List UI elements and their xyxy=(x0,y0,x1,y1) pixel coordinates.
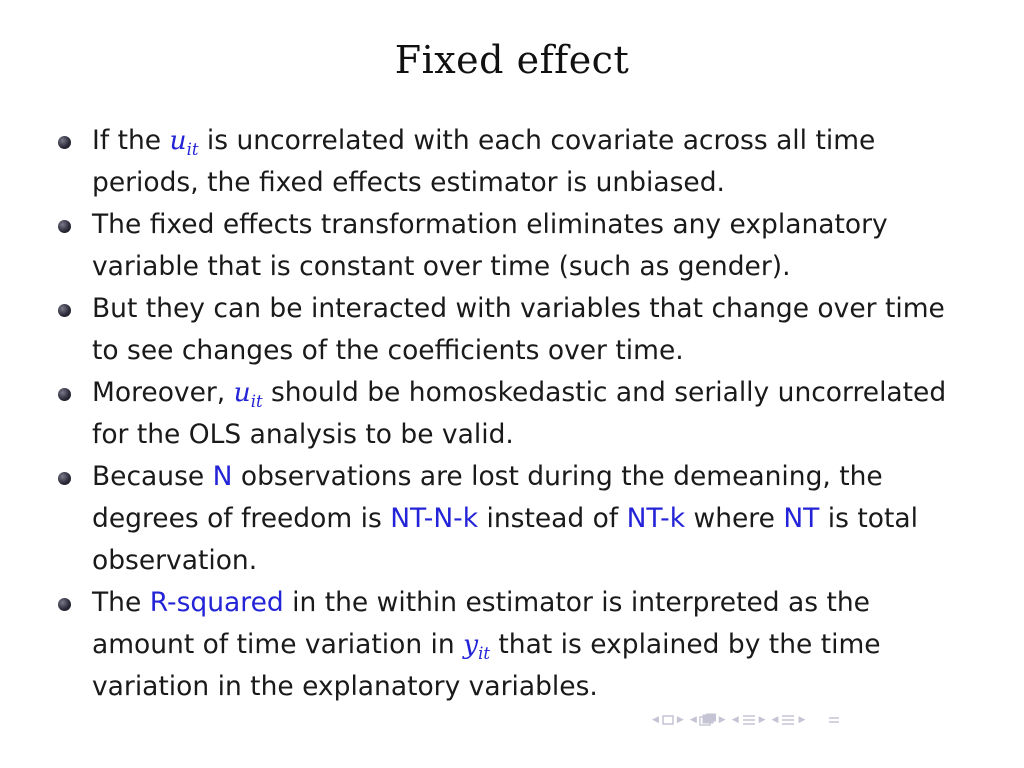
slide-next-icon[interactable]: ▶ xyxy=(718,714,726,725)
bullet-text: is uncorrelated with each covariate across all time periods, the fixed effects estimator is unbiased. xyxy=(92,125,876,198)
bullet-text: in the within estimator is interpreted as the amount of time variation in xyxy=(92,587,870,660)
frame-nav-group[interactable] xyxy=(652,714,684,726)
bullet-text: Moreover, xyxy=(92,377,234,408)
bullet-item-6 xyxy=(58,582,958,708)
highlight-r-squared: R-squared xyxy=(149,587,284,618)
bullet-text: instead of xyxy=(478,503,627,534)
subsection-icon[interactable] xyxy=(780,714,796,726)
bullet-dot-icon xyxy=(58,304,71,317)
math-var: u xyxy=(233,377,251,408)
bullet-item-5 xyxy=(58,456,958,582)
slide-nav-group[interactable] xyxy=(690,713,726,727)
frame-icon[interactable] xyxy=(661,714,675,726)
math-subscript: it xyxy=(186,139,199,159)
subsection-next-icon[interactable]: ▶ xyxy=(798,714,806,725)
section-prev-icon[interactable]: ◀ xyxy=(731,714,739,725)
math-var: u xyxy=(169,125,187,156)
bullet-text: should be homoskedastic and serially uncorrelated for the OLS analysis to be valid. xyxy=(92,377,947,450)
align-icon[interactable] xyxy=(827,714,841,726)
bullet-dot-icon xyxy=(58,598,71,611)
math-u-it xyxy=(169,125,199,159)
bullet-text: The fixed effects transformation eliminates any explanatory variable that is constant over time (such as gender). xyxy=(92,209,888,282)
bullet-item-1 xyxy=(58,120,958,204)
highlight-n: N xyxy=(212,461,233,492)
subsection-prev-icon[interactable]: ◀ xyxy=(771,714,779,725)
bullet-dot-icon xyxy=(58,136,71,149)
bullet-text: is total observation. xyxy=(92,503,918,576)
math-subscript: it xyxy=(250,391,263,411)
subsection-nav-group[interactable] xyxy=(772,714,806,726)
bullet-text: But they can be interacted with variables that change over time to see changes of the coefficients over time. xyxy=(92,293,945,366)
math-y-it xyxy=(463,629,490,663)
bullet-item-2 xyxy=(58,204,958,288)
highlight-nt-n-k: NT-N-k xyxy=(390,503,479,534)
bullet-text: The xyxy=(92,587,150,618)
nav-right-arrow-icon[interactable]: ▶ xyxy=(676,714,684,725)
math-u-it xyxy=(233,377,263,411)
bullet-text: Because xyxy=(92,461,213,492)
bullet-list xyxy=(58,120,958,708)
bullet-dot-icon xyxy=(58,220,71,233)
highlight-nt-k: NT-k xyxy=(626,503,686,534)
bullet-text: where xyxy=(685,503,784,534)
section-next-icon[interactable]: ▶ xyxy=(758,714,766,725)
highlight-nt: NT xyxy=(783,503,820,534)
bullet-dot-icon xyxy=(58,388,71,401)
bullet-text: that is explained by the time variation in the explanatory variables. xyxy=(92,629,881,702)
slide-title: Fixed effect xyxy=(394,38,630,82)
bullet-text: If the xyxy=(92,125,170,156)
section-nav-group[interactable] xyxy=(732,714,766,726)
nav-left-arrow-icon[interactable]: ◀ xyxy=(652,714,659,725)
bullet-item-3 xyxy=(58,288,958,372)
bullet-item-4 xyxy=(58,372,958,456)
math-subscript: it xyxy=(478,643,490,663)
slide-prev-icon[interactable]: ◀ xyxy=(689,714,697,725)
section-icon[interactable] xyxy=(741,714,757,726)
math-var: y xyxy=(463,629,479,660)
bullet-dot-icon xyxy=(58,472,71,485)
beamer-navigation-bar xyxy=(652,711,841,729)
slide-icon[interactable] xyxy=(699,713,717,727)
bullet-text: observations are lost during the demeaning, the degrees of freedom is xyxy=(92,461,883,534)
